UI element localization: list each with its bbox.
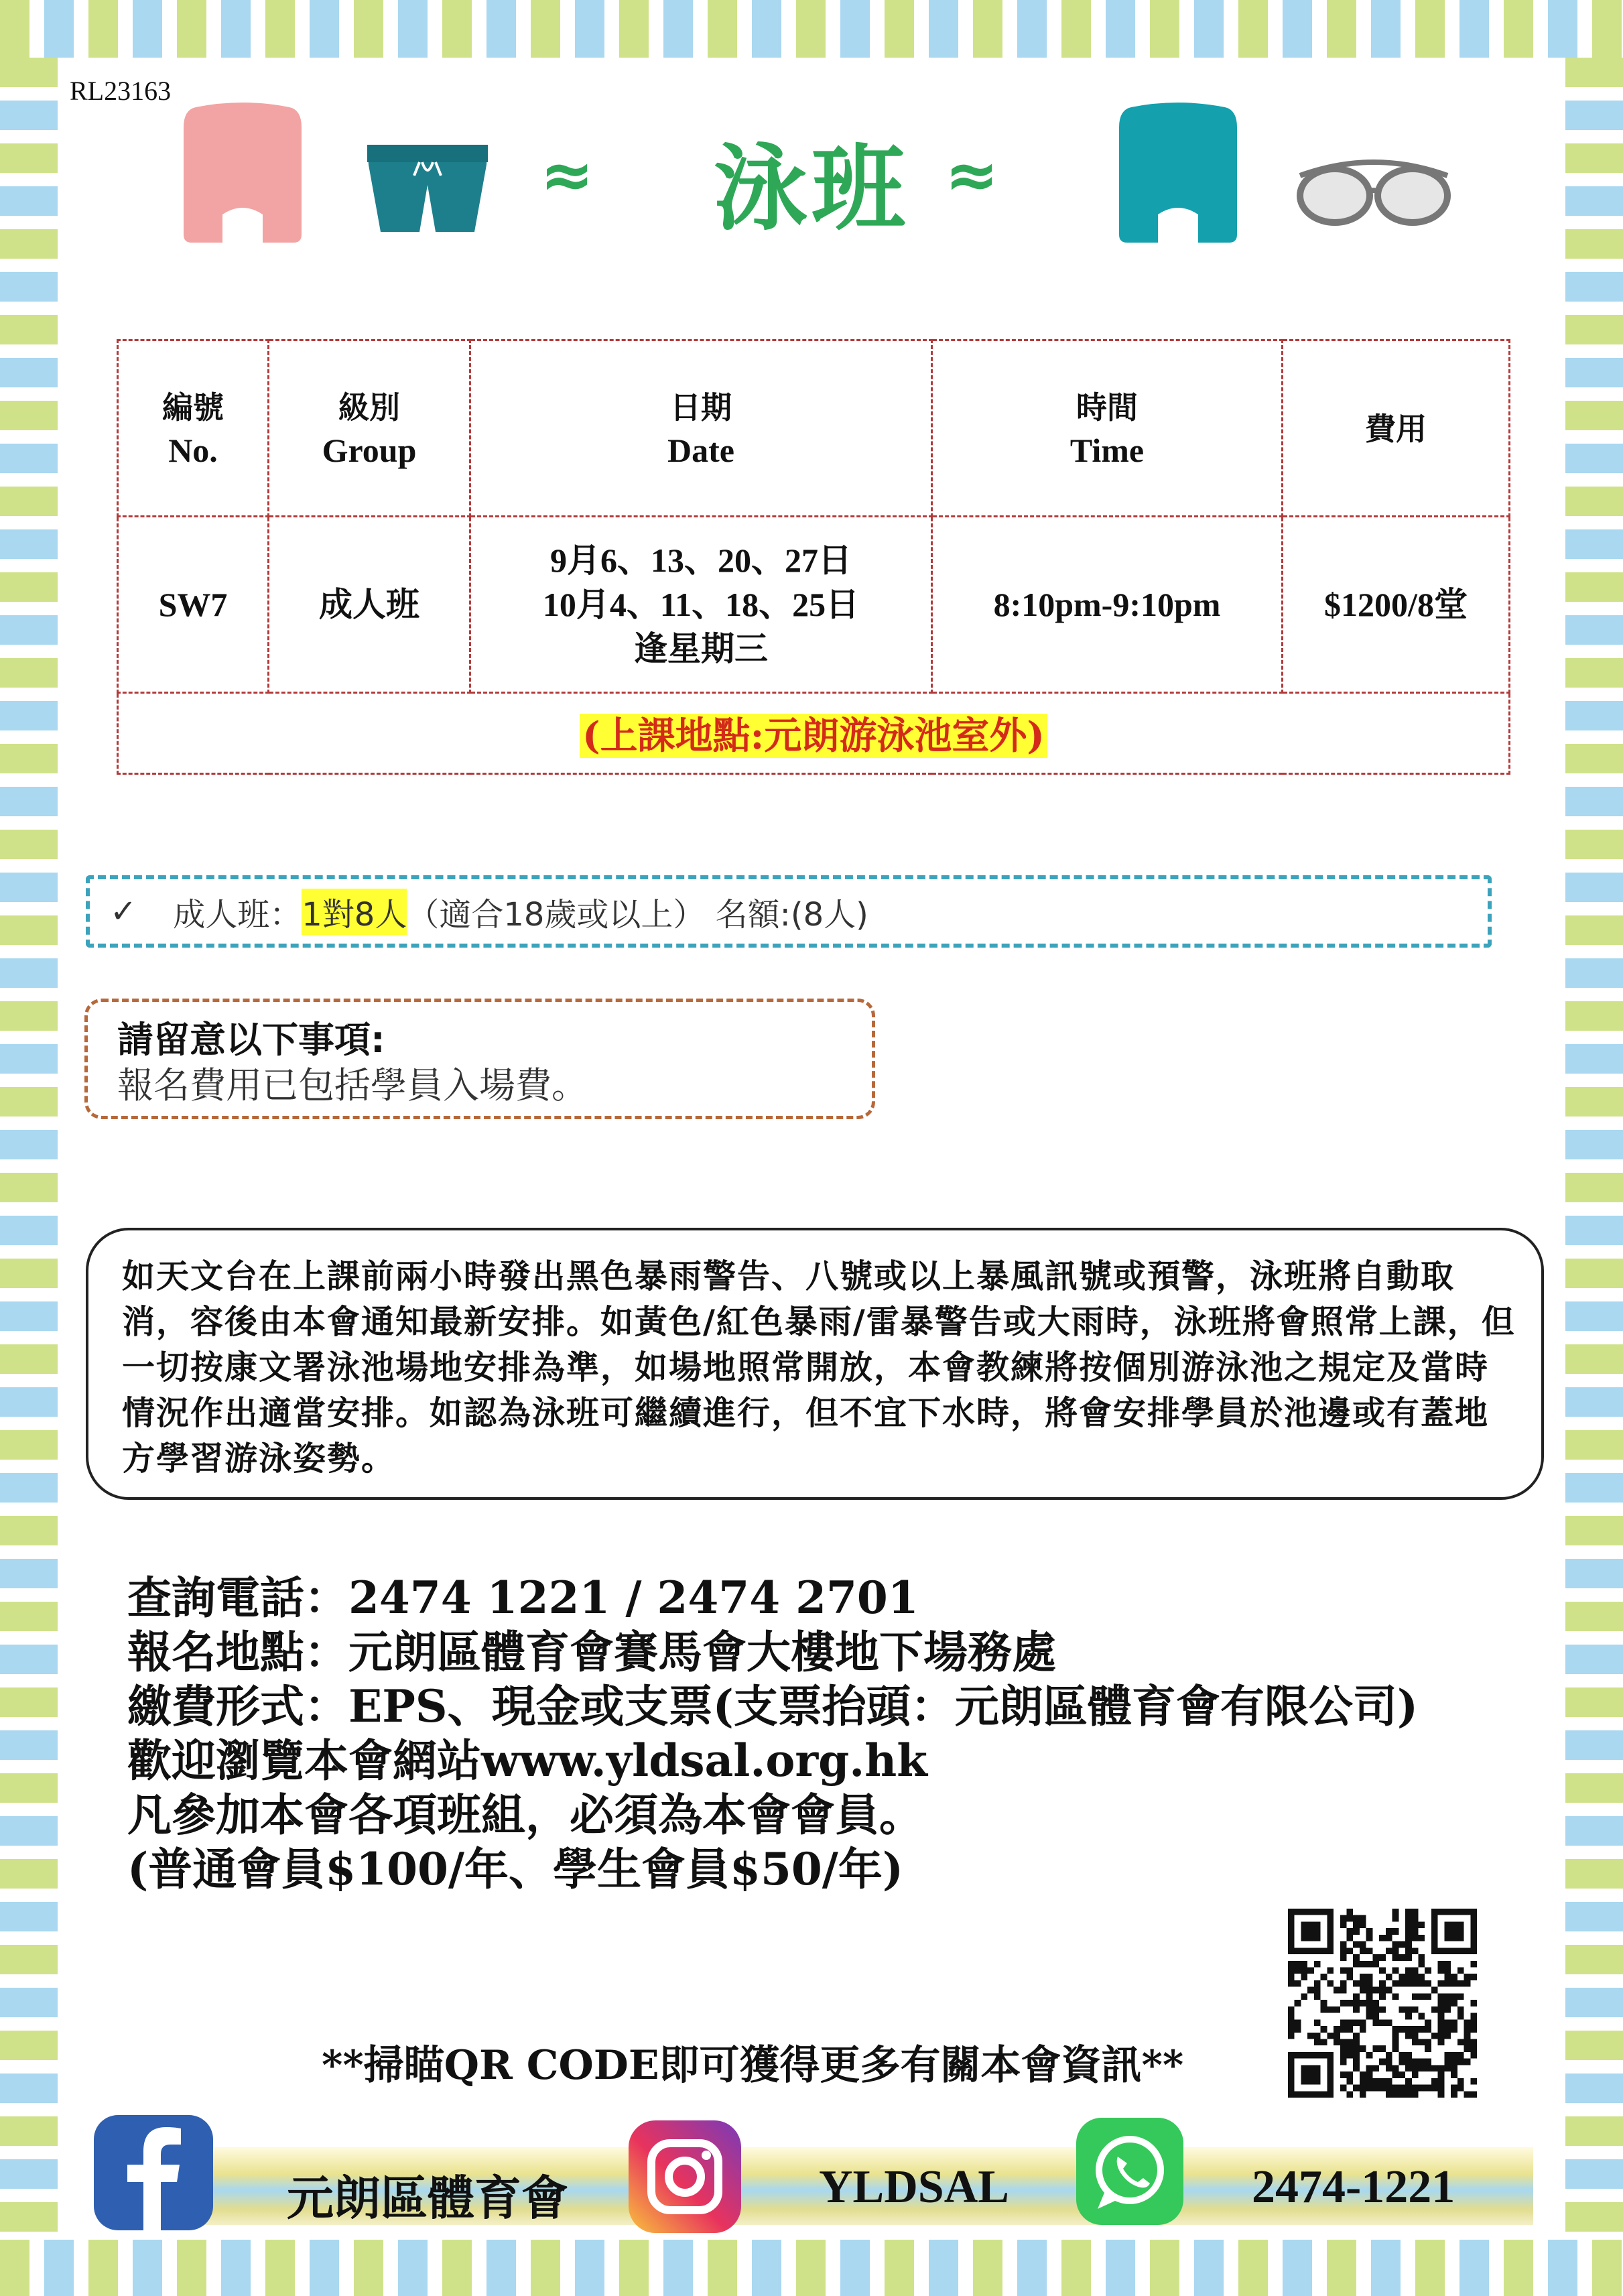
whatsapp-number[interactable]: 2474-1221 [1252,2161,1455,2213]
website-line[interactable]: 歡迎瀏覽本會網站www.yldsal.org.hk [127,1734,927,1787]
border-top-pattern [0,0,1623,58]
header-group: 級別 Group [269,340,470,517]
facebook-label[interactable]: 元朗區體育會 [287,2173,568,2225]
membership-fees: (普通會員$100/年、學生會員$50/年) [127,1843,904,1895]
wave-symbol-left: ≈ [540,137,594,212]
instagram-label[interactable]: YLDSAL [819,2161,1009,2213]
kickboard-icon [1111,101,1245,248]
cell-fee: $1200/8堂 [1283,517,1510,693]
enquiry-phone: 查詢電話：2474 1221 / 2474 2701 [127,1572,919,1624]
membership-requirement: 凡參加本會各項班組，必須為本會會員。 [127,1789,923,1841]
location-cell [118,693,1510,774]
weather-policy-box [86,1228,1544,1500]
contact-info [127,1571,1418,1897]
border-right-pattern [1565,58,1623,2240]
header-time: 時間 Time [932,340,1283,517]
weather-policy-text: 如天文台在上課前兩小時發出黑色暴雨警告、八號或以上暴風訊號或預警，泳班將自動取消，容後由本會通知最新安排。如黃色/紅色暴雨/雷暴警告或大雨時，泳班將會照常上課，但一切按康文署泳池場地安排為準，如場地照常開放，本會教練將按個別游泳池之規定及當時情況作出適當安排。如認為泳班可繼續進行，但不宜下水時，將會安排學員於池邊或有蓋地方學習游泳姿勢。 [122,1257,1516,1478]
payment-methods: 繳費形式：EPS、現金或支票(支票抬頭：元朗區體育會有限公司) [127,1680,1419,1732]
instagram-icon[interactable] [626,2118,744,2236]
qr-code-icon[interactable] [1288,1909,1477,2098]
notice-text: 報名費用已包括學員入場費。 [117,1064,588,1106]
location-row [118,693,1510,774]
ratio-highlight: 1對8人 [302,889,407,935]
ratio-prefix: 成人班： [173,895,302,934]
notice-title: 請留意以下事項: [117,1019,385,1061]
registration-address: 報名地點：元朗區體育會賽馬會大樓地下場務處 [127,1626,1056,1678]
border-left-pattern [0,58,58,2240]
qr-caption: **掃瞄QR CODE即可獲得更多有關本會資訊** [322,2042,1184,2089]
goggles-icon [1293,149,1454,229]
header-fee: 費用 [1283,340,1510,517]
notice-box [84,999,875,1119]
cell-date: 9月6、13、20、27日 10月4、11、18、25日 逢星期三 [470,517,932,693]
table-row [118,517,1510,693]
checkmark-icon: ✓ [110,893,137,930]
wave-symbol-right: ≈ [945,137,999,212]
ratio-suffix: （適合18歲或以上） 名額:(8人) [407,895,868,934]
facebook-icon[interactable] [91,2112,216,2233]
whatsapp-icon[interactable] [1074,2115,1186,2228]
class-ratio-box [86,875,1492,948]
header-date: 日期 Date [470,340,932,517]
page-title: 泳班 [713,134,909,244]
cell-time: 8:10pm-9:10pm [932,517,1283,693]
schedule-table [117,339,1510,775]
cell-group: 成人班 [269,517,470,693]
location-text: (上課地點:元朗游泳池室外) [580,714,1047,758]
cell-no: SW7 [118,517,269,693]
table-header-row [118,340,1510,517]
header-no: 編號 No. [118,340,269,517]
border-bottom-pattern [0,2240,1623,2296]
document-code: RL23163 [70,76,172,106]
